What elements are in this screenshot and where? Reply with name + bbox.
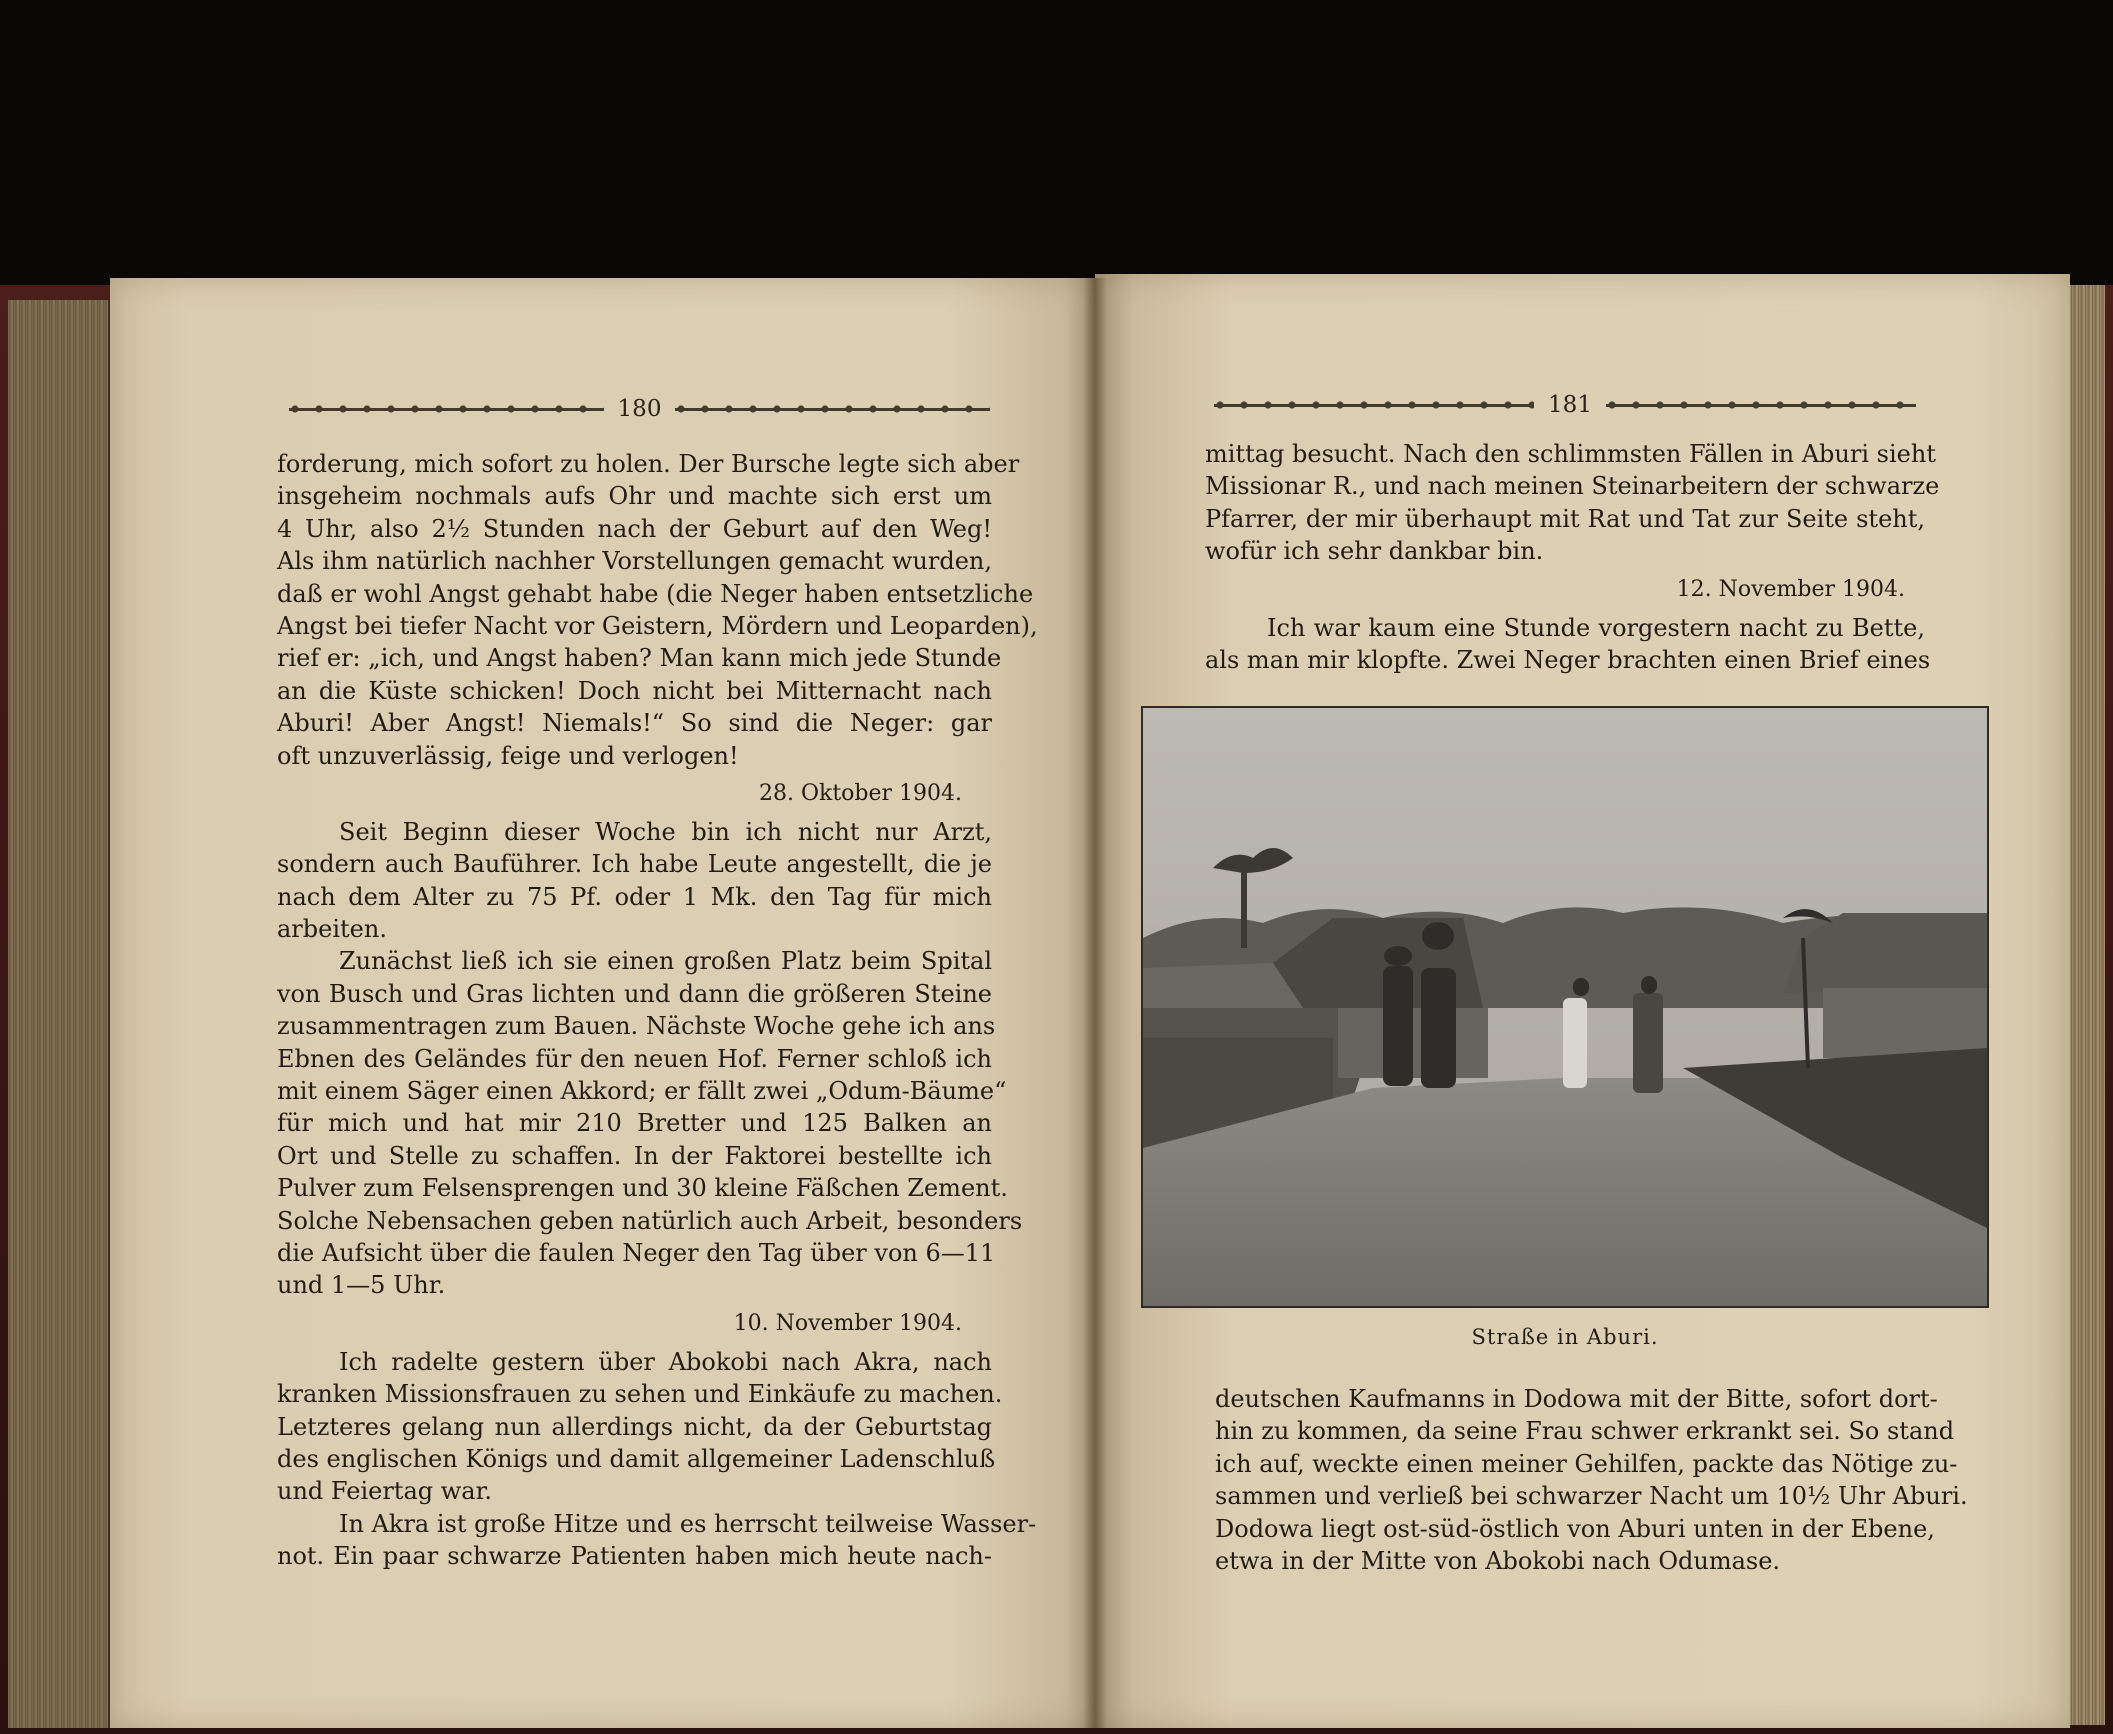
- ornament-left: [1214, 399, 1534, 411]
- ornament-left: [289, 403, 604, 415]
- page-edges-left: [8, 300, 110, 1728]
- left-page-header: [282, 394, 997, 424]
- text-line: Solche Nebensachen geben natürlich auch Arbeit, besonders: [277, 1206, 1023, 1235]
- right-page-text-bottom: [1215, 1383, 1968, 1577]
- text-line: forderung, mich sofort zu holen. Der Bursche legte sich aber: [277, 450, 1020, 478]
- text-line: und 1—5 Uhr.: [277, 1271, 446, 1300]
- text-line: von Busch und Gras lichten und dann die größeren Steine: [277, 979, 992, 1008]
- text-line: Aburi! Aber Angst! Niemals!“ So sind die Neger: gar: [277, 709, 992, 738]
- left-page-text: [277, 448, 1038, 1573]
- photo-street-in-aburi: [1141, 706, 1989, 1308]
- book-gutter: [1083, 278, 1107, 1728]
- text-line: zusammentragen zum Bauen. Nächste Woche gehe ich ans: [277, 1012, 996, 1041]
- text-line: für mich und hat mir 210 Bretter und 125 Balken an: [277, 1109, 992, 1138]
- text-line: Angst bei tiefer Nacht vor Geistern, Mördern und Leoparden),: [277, 611, 1038, 640]
- text-line: Ort und Stelle zu schaffen. In der Faktorei bestellte ich: [277, 1141, 992, 1170]
- ornament-right: [1606, 399, 1916, 411]
- text-line: not. Ein paar schwarze Patienten haben mich heute nach-: [277, 1542, 992, 1571]
- text-line: Dodowa liegt ost-süd-östlich von Aburi unten in der Ebene,: [1215, 1514, 1935, 1543]
- text-line: die Aufsicht über die faulen Neger den Tag über von 6—11: [277, 1238, 996, 1267]
- text-line: wofür ich sehr dankbar bin.: [1205, 537, 1544, 566]
- text-line: Ich radelte gestern über Abokobi nach Akra, nach: [339, 1347, 992, 1376]
- text-line: Pfarrer, der mir überhaupt mit Rat und Tat zur Seite steht,: [1205, 504, 1925, 533]
- text-line: mittag besucht. Nach den schlimmsten Fällen in Aburi sieht: [1205, 440, 1936, 468]
- text-line: In Akra ist große Hitze und es herrscht teilweise Wasser-: [339, 1509, 1037, 1538]
- text-line: nach dem Alter zu 75 Pf. oder 1 Mk. den Tag für mich: [277, 882, 992, 911]
- page-edges-right: [2065, 285, 2105, 1725]
- text-line: 4 Uhr, also 2½ Stunden nach der Geburt auf den Weg!: [277, 514, 992, 543]
- text-line: sondern auch Bauführer. Ich habe Leute angestellt, die je: [277, 850, 992, 879]
- text-line: insgeheim nochmals aufs Ohr und machte sich erst um: [277, 482, 992, 511]
- text-line: Zunächst ließ ich sie einen großen Platz beim Spital: [339, 947, 992, 976]
- text-line: daß er wohl Angst gehabt habe (die Neger haben entsetzliche: [277, 579, 1034, 608]
- ornament-right: [675, 403, 990, 415]
- text-line: Missionar R., und nach meinen Steinarbeitern der schwarze: [1205, 472, 1940, 501]
- text-line: an die Küste schicken! Doch nicht bei Mitternacht nach: [277, 676, 992, 705]
- text-line: kranken Missionsfrauen zu sehen und Einkäufe zu machen.: [277, 1380, 1003, 1409]
- right-page-text-top: [1205, 438, 1940, 676]
- text-line: deutschen Kaufmanns in Dodowa mit der Bitte, sofort dort-: [1215, 1385, 1938, 1413]
- text-line: und Feiertag war.: [277, 1477, 493, 1506]
- text-line: Ich war kaum eine Stunde vorgestern nacht zu Bette,: [1267, 613, 1925, 642]
- text-line: sammen und verließ bei schwarzer Nacht um 10½ Uhr Aburi.: [1215, 1482, 1968, 1511]
- street-photo-image: [1143, 708, 1987, 1306]
- text-line: Ebnen des Geländes für den neuen Hof. Ferner schloß ich: [277, 1044, 992, 1073]
- text-line: Pulver zum Felsensprengen und 30 kleine Fäßchen Zement.: [277, 1174, 1008, 1203]
- text-line: hin zu kommen, da seine Frau schwer erkrankt sei. So stand: [1215, 1417, 1955, 1446]
- page-number: 180: [617, 396, 662, 422]
- text-line: etwa in der Mitte von Abokobi nach Odumase.: [1215, 1546, 1781, 1575]
- text-line: Als ihm natürlich nachher Vorstellungen gemacht wurden,: [277, 547, 992, 576]
- entry-date: 10. November 1904.: [733, 1310, 962, 1336]
- text-line: mit einem Säger einen Akkord; er fällt zwei „Odum-Bäume“: [277, 1077, 1007, 1106]
- text-line: oft unzuverlässig, feige und verlogen!: [277, 741, 739, 770]
- text-line: Seit Beginn dieser Woche bin ich nicht nur Arzt,: [339, 817, 992, 846]
- text-line: als man mir klopfte. Zwei Neger brachten einen Brief eines: [1205, 645, 1931, 674]
- text-line: rief er: „ich, und Angst haben? Man kann mich jede Stunde: [277, 644, 1002, 673]
- photo-caption: Straße in Aburi.: [1471, 1325, 1659, 1349]
- entry-date: 12. November 1904.: [1676, 576, 1905, 602]
- text-line: ich auf, weckte einen meiner Gehilfen, packte das Nötige zu-: [1215, 1449, 1958, 1478]
- text-line: des englischen Königs und damit allgemeiner Ladenschluß: [277, 1444, 996, 1473]
- entry-date: 28. Oktober 1904.: [758, 780, 962, 806]
- text-line: arbeiten.: [277, 915, 387, 944]
- text-line: Letzteres gelang nun allerdings nicht, da der Geburtstag: [277, 1412, 992, 1441]
- page-number: 181: [1548, 392, 1592, 418]
- right-page-header: [1205, 390, 1925, 420]
